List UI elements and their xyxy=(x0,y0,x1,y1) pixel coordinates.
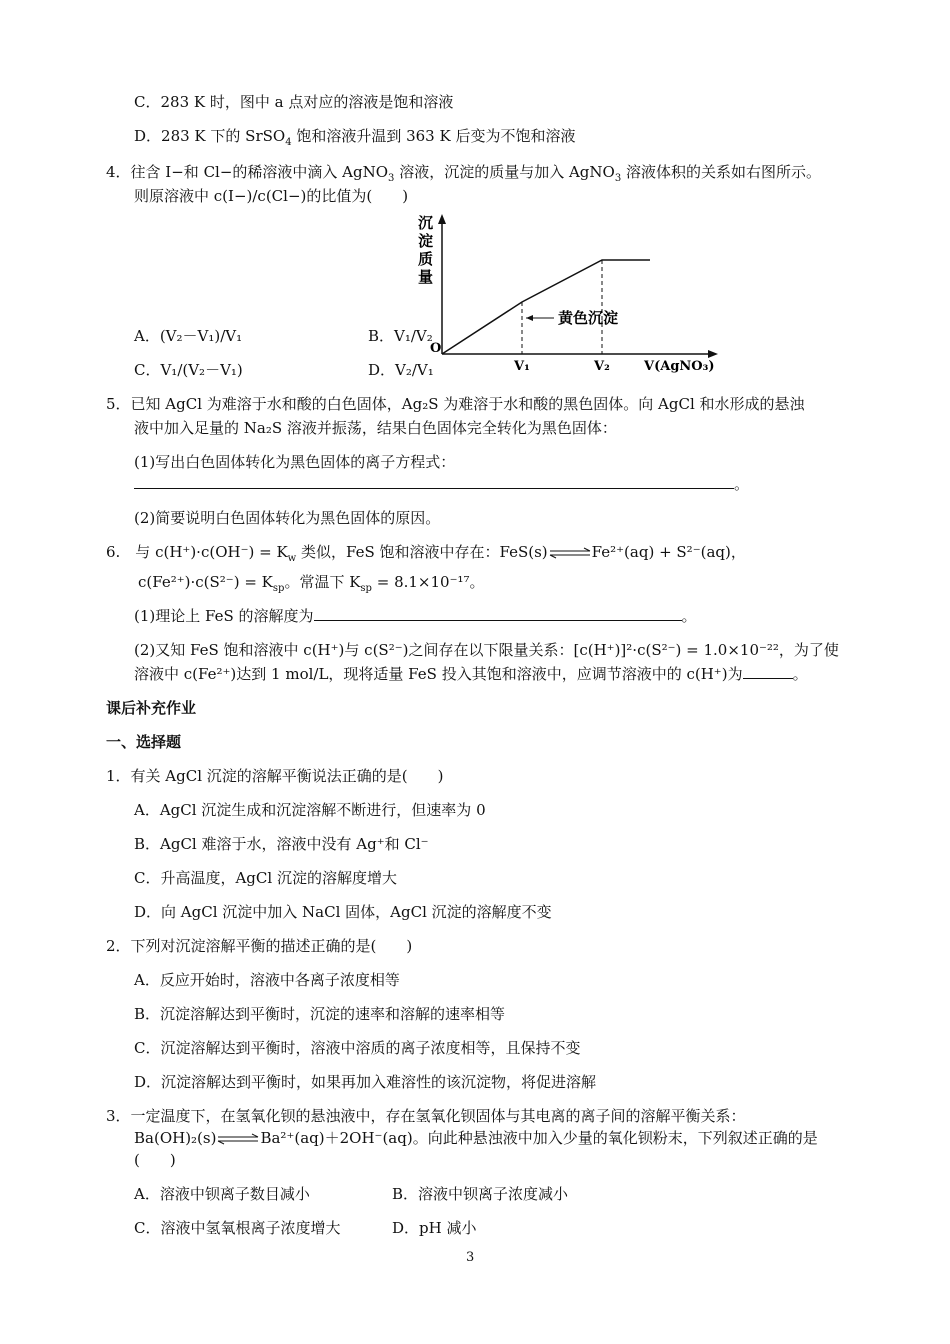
q4-stem-line1 xyxy=(106,162,821,189)
q6-text-6: = 8.1×10⁻¹⁷。 xyxy=(371,573,485,591)
series-line xyxy=(442,260,650,354)
q6-part1-text: (1)理论上 FeS 的溶解度为 xyxy=(134,607,314,625)
q4-sub-1: 3 xyxy=(388,173,395,184)
q4-text-3: 溶液体积的关系如右图所示。 xyxy=(621,163,821,181)
s2-question: 2．下列对沉淀溶解平衡的描述正确的是( ) xyxy=(106,937,413,955)
s1-option-d: D．向 AgCl 沉淀中加入 NaCl 固体，AgCl 沉淀的溶解度不变 xyxy=(134,903,552,921)
x-axis-arrow xyxy=(708,350,718,358)
q4-option-d: D．V₂/V₁ xyxy=(368,361,434,379)
q5-answer-line[interactable] xyxy=(134,474,749,494)
y-axis-label-char: 量 xyxy=(418,268,434,286)
origin-label: O xyxy=(430,341,442,356)
s2-option-a: A．反应开始时，溶液中各离子浓度相等 xyxy=(134,971,400,989)
q6-part2-line2 xyxy=(134,664,808,684)
q6-text-5: 。常温下 K xyxy=(284,573,361,591)
q5-stem-line1: 5．已知 AgCl 为难溶于水和酸的白色固体，Ag₂S 为难溶于水和酸的黑色固体。向 AgCl 和水形成的悬浊 xyxy=(106,395,805,413)
q6-stem-line2 xyxy=(138,572,485,599)
s3-text-2: Ba²⁺(aq)＋2OH⁻(aq)。向此种悬浊液中加入少量的氧化钡粉末，下列叙述正确的是 xyxy=(260,1129,818,1147)
q6-text-3: Fe²⁺(aq) + S²⁻(aq)， xyxy=(591,543,746,561)
s2-option-b: B．沉淀溶解达到平衡时，沉淀的速率和溶解的速率相等 xyxy=(134,1005,506,1023)
q4-text-1: 4．往含 I−和 Cl−的稀溶液中滴入 AgNO xyxy=(106,163,389,181)
s3-option-c: C．溶液中氢氧根离子浓度增大 xyxy=(134,1219,341,1237)
s1-option-b: B．AgCl 难溶于水，溶液中没有 Ag⁺和 Cl⁻ xyxy=(134,835,429,853)
s3-question-line3: ( ) xyxy=(134,1151,176,1169)
q6-stem-line1 xyxy=(106,542,746,569)
y-axis-label-char: 质 xyxy=(418,250,434,268)
precipitate-chart xyxy=(408,212,728,384)
s2-option-c: C．沉淀溶解达到平衡时，溶液中溶质的离子浓度相等，且保持不变 xyxy=(134,1039,581,1057)
q6-sub-w: w xyxy=(287,553,297,564)
s3-option-a: A．溶液中钡离子数目减小 xyxy=(134,1185,310,1203)
q4-stem-line2: 则原溶液中 c(I−)/c(Cl−)的比值为( ) xyxy=(134,187,409,205)
q6-text-2: 类似，FeS 饱和溶液中存在：FeS(s) xyxy=(296,543,548,561)
option-c-top: C．283 K 时，图中 a 点对应的溶液是饱和溶液 xyxy=(134,93,454,111)
q6-sub-sp-2: sp xyxy=(360,583,372,594)
equilibrium-arrow-icon xyxy=(548,547,592,559)
section-subtitle: 一、选择题 xyxy=(106,733,182,751)
section-title: 课后补充作业 xyxy=(106,699,197,717)
x-axis-label: V(AgNO₃) xyxy=(644,359,715,374)
y-axis-arrow xyxy=(438,214,446,224)
q4-option-a: A．(V₂－V₁)/V₁ xyxy=(134,327,243,345)
q4-option-c: C．V₁/(V₂－V₁) xyxy=(134,361,243,379)
q6-part2-line1: (2)又知 FeS 饱和溶液中 c(H⁺)与 c(S²⁻)之间存在以下限量关系：[c(H⁺)]²·c(S²⁻) = 1.0×10⁻²²，为了使 xyxy=(134,641,839,659)
q5-stem-line2: 液中加入足量的 Na₂S 溶液并振荡，结果白色固体完全转化为黑色固体： xyxy=(134,419,617,437)
y-axis-label-char: 沉 xyxy=(418,214,434,232)
s3-question-line2 xyxy=(134,1128,818,1148)
option-d-text-1: D．283 K 下的 SrSO xyxy=(134,127,286,145)
q5-part1: (1)写出白色固体转化为黑色固体的离子方程式： xyxy=(134,453,456,471)
equilibrium-arrow-icon xyxy=(216,1133,260,1145)
q6-text-1: 6. 与 c(H⁺)·c(OH⁻) = K xyxy=(106,543,288,561)
x-tick-label: V₂ xyxy=(594,359,610,374)
option-d-sub: 4 xyxy=(285,137,292,148)
s1-option-c: C．升高温度，AgCl 沉淀的溶解度增大 xyxy=(134,869,397,887)
s3-question-line1: 3．一定温度下，在氢氧化钡的悬浊液中，存在氢氧化钡固体与其电离的离子间的溶解平衡关系： xyxy=(106,1107,746,1125)
s1-option-a: A．AgCl 沉淀生成和沉淀溶解不断进行，但速率为 0 xyxy=(134,801,486,819)
q5-part2: (2)简要说明白色固体转化为黑色固体的原因。 xyxy=(134,509,441,527)
q5-period: 。 xyxy=(734,475,750,493)
s3-text-1: Ba(OH)₂(s) xyxy=(134,1129,217,1147)
q6-sub-sp-1: sp xyxy=(272,583,285,594)
answer-blank[interactable] xyxy=(134,474,734,489)
q4-option-b: B．V₁/V₂ xyxy=(368,327,433,345)
q6-part2-end: 。 xyxy=(792,665,808,683)
s1-question: 1．有关 AgCl 沉淀的溶解平衡说法正确的是( ) xyxy=(106,767,444,785)
annotation-arrowhead xyxy=(526,315,533,321)
answer-blank[interactable] xyxy=(314,606,682,621)
s2-option-d: D．沉淀溶解达到平衡时，如果再加入难溶性的该沉淀物，将促进溶解 xyxy=(134,1073,597,1091)
q6-text-4: c(Fe²⁺)·c(S²⁻) = K xyxy=(138,573,273,591)
s3-option-d: D．pH 减小 xyxy=(392,1219,477,1237)
option-d-top xyxy=(134,126,575,153)
option-d-text-2: 饱和溶液升温到 363 K 后变为不饱和溶液 xyxy=(291,127,576,145)
answer-blank[interactable] xyxy=(743,664,793,679)
x-tick-label: V₁ xyxy=(514,359,530,374)
q4-text-2: 溶液，沉淀的质量与加入 AgNO xyxy=(394,163,615,181)
page-number: 3 xyxy=(466,1250,475,1265)
q4-sub-2: 3 xyxy=(614,173,622,184)
y-axis-label-char: 淀 xyxy=(418,232,434,250)
q6-part1-end: 。 xyxy=(681,607,697,625)
q6-part1 xyxy=(134,606,697,626)
s3-option-b: B．溶液中钡离子浓度减小 xyxy=(392,1185,569,1203)
q6-part2-text: 溶液中 c(Fe²⁺)达到 1 mol/L，现将适量 FeS 投入其饱和溶液中，应调节溶液中的 c(H⁺)为 xyxy=(134,665,743,683)
annotation-label: 黄色沉淀 xyxy=(558,309,619,327)
